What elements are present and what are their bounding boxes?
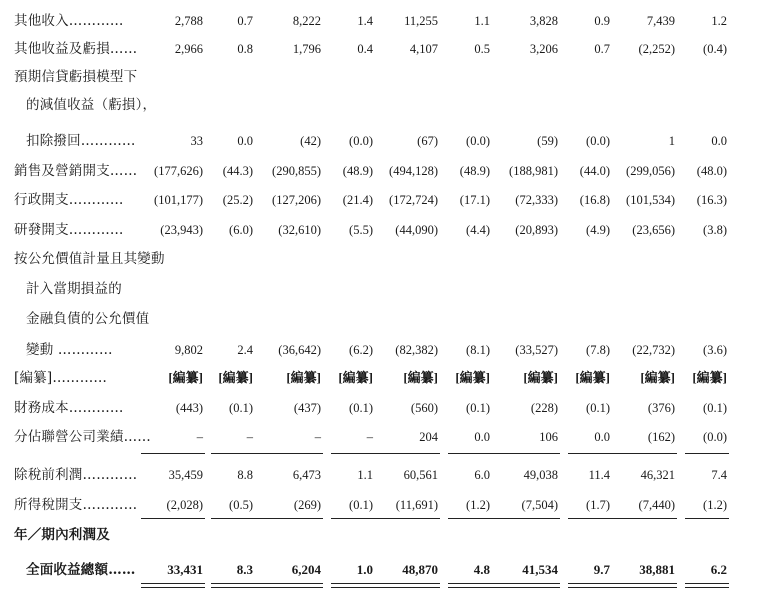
amount-cell: (33,527) [515, 343, 558, 357]
percent-cell: (48.9) [342, 164, 373, 178]
amount-cell: [編纂] [286, 370, 321, 385]
amount-cell: 3,206 [529, 42, 558, 56]
percent-cell: 1.1 [474, 14, 490, 28]
percent-cell: 6.2 [710, 562, 727, 577]
percent-cell: (0.0) [349, 134, 373, 148]
amount-cell: (437) [293, 401, 321, 415]
amount-cell: (101,534) [626, 193, 675, 207]
total-double-rule [448, 583, 492, 588]
total-double-rule [685, 583, 729, 588]
percent-cell: (3.6) [703, 343, 727, 357]
amount-cell: (290,855) [272, 164, 321, 178]
amount-cell: 8,222 [292, 14, 321, 28]
amount-cell: (269) [293, 498, 321, 512]
amount-cell: (2,252) [638, 42, 675, 56]
percent-cell: 0.0 [711, 134, 727, 148]
percent-cell: (4.4) [466, 223, 490, 237]
row-label: 金融負債的公允價值 [26, 311, 150, 327]
percent-cell: (0.1) [586, 401, 610, 415]
amount-cell: (7,440) [638, 498, 675, 512]
percent-cell: 6.0 [474, 468, 490, 482]
amount-cell: (7,504) [521, 498, 558, 512]
percent-cell: (0.1) [229, 401, 253, 415]
row-label: 銷售及營銷開支…… [14, 163, 138, 179]
amount-cell: 6,473 [292, 468, 321, 482]
total-double-rule [370, 583, 440, 588]
percent-cell: 0.0 [237, 134, 253, 148]
percent-cell: [編纂] [455, 370, 490, 385]
percent-cell: 0.8 [237, 42, 253, 56]
row-label: 變動 ………… [26, 342, 113, 358]
table-row [0, 339, 761, 361]
row-label: [編纂]………… [14, 370, 108, 386]
table-row [0, 308, 761, 330]
amount-cell: 1,796 [292, 42, 321, 56]
subtotal-rule [490, 453, 560, 454]
subtotal-rule [685, 518, 729, 519]
subtotal-rule [253, 453, 323, 454]
amount-cell: (44,090) [395, 223, 438, 237]
table-row [0, 426, 761, 448]
percent-cell: (0.1) [349, 401, 373, 415]
percent-cell: 0.4 [357, 42, 373, 56]
amount-cell: (23,656) [632, 223, 675, 237]
percent-cell: 0.0 [474, 430, 490, 444]
amount-cell: 48,870 [402, 562, 438, 577]
amount-cell: (172,724) [389, 193, 438, 207]
row-label: 的減值收益（虧損）， [26, 97, 157, 113]
table-row [0, 524, 761, 546]
percent-cell: (25.2) [222, 193, 253, 207]
subtotal-rule [211, 453, 255, 454]
amount-cell: [編纂] [640, 370, 675, 385]
amount-cell: (299,056) [626, 164, 675, 178]
percent-cell: (3.8) [703, 223, 727, 237]
amount-cell: (20,893) [515, 223, 558, 237]
amount-cell: (228) [530, 401, 558, 415]
table-row [0, 559, 761, 581]
amount-cell: 60,561 [403, 468, 438, 482]
percent-cell: (0.1) [703, 401, 727, 415]
amount-cell: 11,255 [404, 14, 438, 28]
percent-cell: 1.2 [711, 14, 727, 28]
table-row [0, 278, 761, 300]
row-label: 全面收益總額…… [26, 562, 136, 578]
percent-cell: (4.9) [586, 223, 610, 237]
amount-cell: (42) [300, 134, 321, 148]
subtotal-rule [331, 453, 375, 454]
amount-cell: (2,028) [166, 498, 203, 512]
percent-cell: (0.0) [586, 134, 610, 148]
amount-cell: (23,943) [160, 223, 203, 237]
table-row [0, 464, 761, 486]
amount-cell: 33,431 [167, 562, 203, 577]
percent-cell: (7.8) [586, 343, 610, 357]
amount-cell: (32,610) [278, 223, 321, 237]
percent-cell: (6.0) [229, 223, 253, 237]
table-row [0, 367, 761, 389]
percent-cell: 8.3 [236, 562, 253, 577]
percent-cell: (0.0) [466, 134, 490, 148]
percent-cell: (0.1) [349, 498, 373, 512]
amount-cell: – [314, 430, 321, 444]
subtotal-rule [253, 518, 323, 519]
row-label: 按公允價值計量且其變動 [14, 251, 165, 267]
amount-cell: – [196, 430, 203, 444]
subtotal-rule [370, 518, 440, 519]
row-label: 研發開支………… [14, 222, 124, 238]
percent-cell: (21.4) [342, 193, 373, 207]
table-row [0, 130, 761, 152]
row-label: 行政開支………… [14, 192, 124, 208]
amount-cell: 49,038 [523, 468, 558, 482]
percent-cell: (16.8) [579, 193, 610, 207]
subtotal-rule [685, 453, 729, 454]
row-label: 年／期內利潤及 [14, 527, 110, 543]
percent-cell: – [246, 430, 253, 444]
percent-cell: (1.2) [466, 498, 490, 512]
amount-cell: 1 [668, 134, 675, 148]
amount-cell: 204 [419, 430, 438, 444]
row-label: 除稅前利潤………… [14, 467, 138, 483]
amount-cell: (59) [537, 134, 558, 148]
percent-cell: (0.5) [229, 498, 253, 512]
amount-cell: 3,828 [529, 14, 558, 28]
amount-cell: 33 [190, 134, 203, 148]
percent-cell: (17.1) [459, 193, 490, 207]
total-double-rule [331, 583, 375, 588]
percent-cell: 2.4 [237, 343, 253, 357]
subtotal-rule [568, 518, 612, 519]
amount-cell: (67) [417, 134, 438, 148]
amount-cell: [編纂] [403, 370, 438, 385]
row-label: 計入當期損益的 [26, 281, 122, 297]
row-label: 扣除撥回………… [26, 133, 136, 149]
amount-cell: 7,439 [646, 14, 675, 28]
percent-cell: (0.1) [466, 401, 490, 415]
percent-cell: [編纂] [692, 370, 727, 385]
table-row [0, 494, 761, 516]
total-double-rule [211, 583, 255, 588]
table-row [0, 189, 761, 211]
total-double-rule [568, 583, 612, 588]
amount-cell: (11,691) [395, 498, 438, 512]
amount-cell: 35,459 [168, 468, 203, 482]
percent-cell: [編纂] [338, 370, 373, 385]
table-row [0, 66, 761, 88]
row-label: 財務成本………… [14, 400, 124, 416]
amount-cell: (36,642) [278, 343, 321, 357]
subtotal-rule [490, 518, 560, 519]
amount-cell: 46,321 [640, 468, 675, 482]
subtotal-rule [568, 453, 612, 454]
amount-cell: [編纂] [523, 370, 558, 385]
subtotal-rule [141, 518, 205, 519]
amount-cell: [編纂] [168, 370, 203, 385]
table-row [0, 10, 761, 32]
percent-cell: 1.0 [356, 562, 373, 577]
percent-cell: 1.1 [357, 468, 373, 482]
amount-cell: (560) [410, 401, 438, 415]
amount-cell: (494,128) [389, 164, 438, 178]
amount-cell: 2,966 [174, 42, 203, 56]
subtotal-rule [448, 518, 492, 519]
amount-cell: (127,206) [272, 193, 321, 207]
percent-cell: 1.4 [357, 14, 373, 28]
table-row [0, 397, 761, 419]
percent-cell: (0.4) [703, 42, 727, 56]
amount-cell: 41,534 [522, 562, 558, 577]
row-label: 分佔聯營公司業績…… [14, 429, 151, 445]
subtotal-rule [141, 453, 205, 454]
percent-cell: (1.7) [586, 498, 610, 512]
percent-cell: (44.0) [579, 164, 610, 178]
percent-cell: 4.8 [473, 562, 490, 577]
percent-cell: 0.7 [594, 42, 610, 56]
row-label: 所得稅開支………… [14, 497, 138, 513]
amount-cell: (162) [647, 430, 675, 444]
amount-cell: 9,802 [174, 343, 203, 357]
amount-cell: (72,333) [515, 193, 558, 207]
amount-cell: 4,107 [409, 42, 438, 56]
amount-cell: 38,881 [639, 562, 675, 577]
percent-cell: 0.0 [594, 430, 610, 444]
percent-cell: (0.0) [703, 430, 727, 444]
amount-cell: (82,382) [395, 343, 438, 357]
subtotal-rule [370, 453, 440, 454]
row-label: 其他收入………… [14, 13, 124, 29]
amount-cell: (22,732) [632, 343, 675, 357]
amount-cell: (101,177) [154, 193, 203, 207]
percent-cell: (48.9) [459, 164, 490, 178]
percent-cell: (16.3) [696, 193, 727, 207]
row-label: 預期信貸虧損模型下 [14, 69, 138, 85]
percent-cell: 0.9 [594, 14, 610, 28]
percent-cell: (1.2) [703, 498, 727, 512]
amount-cell: 2,788 [174, 14, 203, 28]
percent-cell: 0.7 [237, 14, 253, 28]
subtotal-rule [607, 518, 677, 519]
percent-cell: [編纂] [218, 370, 253, 385]
percent-cell: – [366, 430, 373, 444]
table-row [0, 94, 761, 116]
percent-cell: (5.5) [349, 223, 373, 237]
subtotal-rule [607, 453, 677, 454]
percent-cell: 7.4 [711, 468, 727, 482]
amount-cell: (443) [175, 401, 203, 415]
table-row [0, 38, 761, 60]
total-double-rule [141, 583, 205, 588]
percent-cell: (8.1) [466, 343, 490, 357]
subtotal-rule [211, 518, 255, 519]
amount-cell: (376) [647, 401, 675, 415]
total-double-rule [607, 583, 677, 588]
percent-cell: [編纂] [575, 370, 610, 385]
amount-cell: 6,204 [291, 562, 321, 577]
table-row [0, 219, 761, 241]
subtotal-rule [448, 453, 492, 454]
table-row [0, 248, 761, 270]
amount-cell: 106 [539, 430, 558, 444]
percent-cell: (6.2) [349, 343, 373, 357]
percent-cell: 11.4 [588, 468, 610, 482]
percent-cell: (48.0) [696, 164, 727, 178]
row-label: 其他收益及虧損…… [14, 41, 138, 57]
percent-cell: (44.3) [222, 164, 253, 178]
total-double-rule [253, 583, 323, 588]
percent-cell: 0.5 [474, 42, 490, 56]
amount-cell: (177,626) [154, 164, 203, 178]
percent-cell: 9.7 [593, 562, 610, 577]
table-row [0, 160, 761, 182]
percent-cell: 8.8 [237, 468, 253, 482]
total-double-rule [490, 583, 560, 588]
subtotal-rule [331, 518, 375, 519]
amount-cell: (188,981) [509, 164, 558, 178]
